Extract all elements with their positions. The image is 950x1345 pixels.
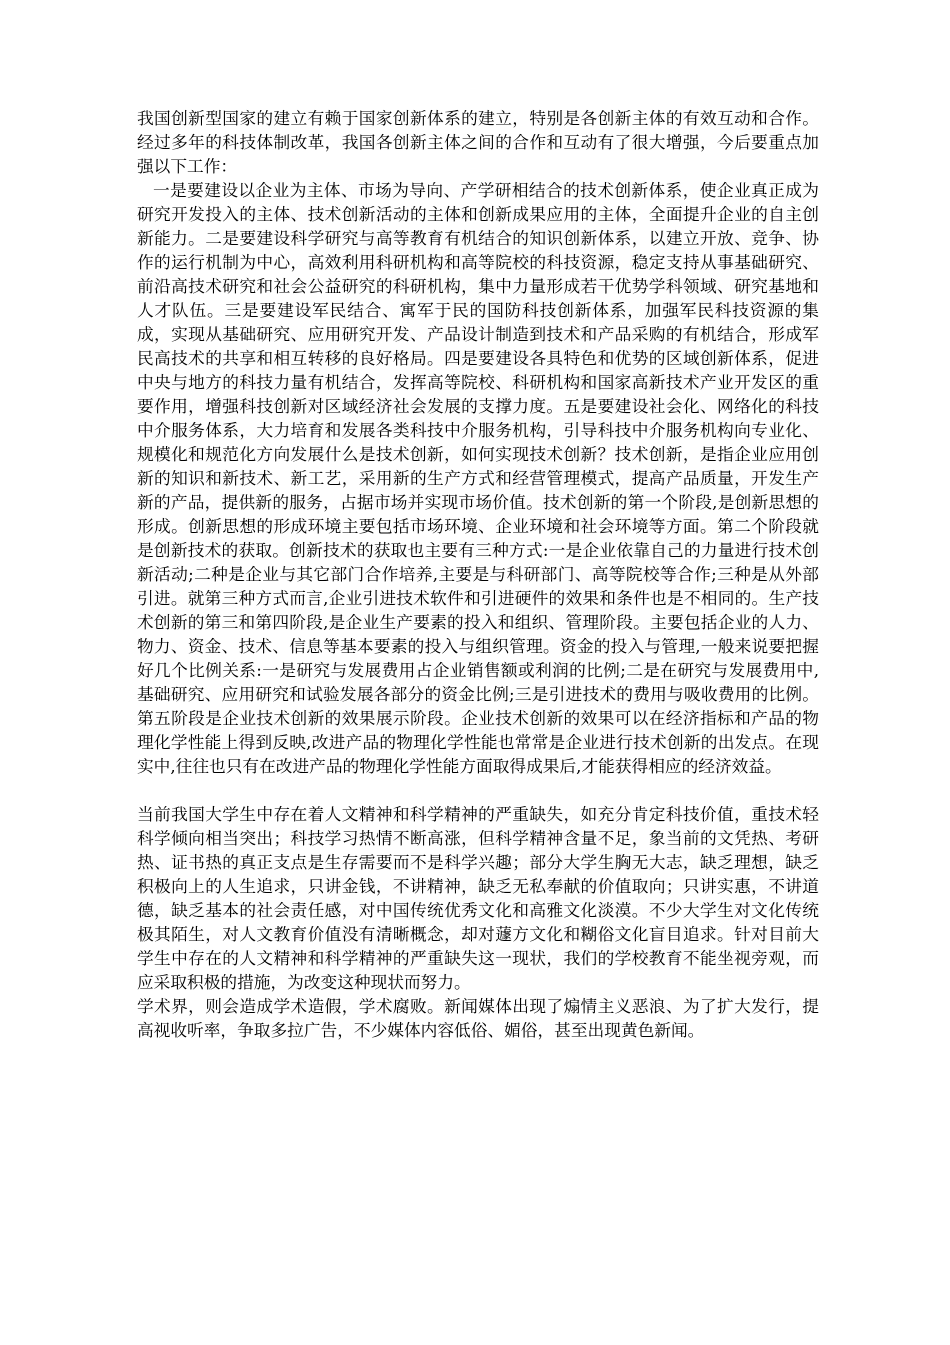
paragraph-spacer bbox=[137, 778, 819, 802]
paragraph-innovation-system: 一是要建设以企业为主体、市场为导向、产学研相结合的技术创新体系，使企业真正成为研究开发投入的主体、技术创新活动的主体和创新成果应用的主体，全面提升企业的自主创新能力。二是要建设科学研究与高等教育有机结合的知识创新体系，以建立开放、竞争、协作的运行机制为中心，高效利用科研机构和高等院校的科技资源，稳定支持从事基础研究、前沿高技术研究和社会公益研究的科研机构，集中力量形成若干优势学科领域、研究基地和人才队伍。三是要建设军民结合、寓军于民的国防科技创新体系，加强军民科技资源的集成，实现从基础研究、应用研究开发、产品设计制造到技术和产品采购的有机结合，形成军民高技术的共享和相互转移的良好格局。四是要建设各具特色和优势的区域创新体系，促进中央与地方的科技力量有机结合，发挥高等院校、科研机构和国家高新技术产业开发区的重要作用，增强科技创新对区域经济社会发展的支撑力度。五是要建设社会化、网络化的科技中介服务体系，大力培育和发展各类科技中介服务机构，引导科技中介服务机构向专业化、规模化和规范化方向发展什么是技术创新，如何实现技术创新？技术创新，是指企业应用创新的知识和新技术、新工艺，采用新的生产方式和经营管理模式，提高产品质量，开发生产新的产品，提供新的服务，占据市场并实现市场价值。技术创新的第一个阶段,是创新思想的形成。创新思想的形成环境主要包括市场环境、企业环境和社会环境等方面。第二个阶段就是创新技术的获取。创新技术的获取也主要有三种方式:一是企业依靠自己的力量进行技术创新活动;二种是企业与其它部门合作培养,主要是与科研部门、高等院校等合作;三种是从外部引进。就第三种方式而言,企业引进技术软件和引进硬件的效果和条件也是不相同的。生产技术创新的第三和第四阶段,是企业生产要素的投入和组织、管理阶段。主要包括企业的人力、物力、资金、技术、信息等基本要素的投入与组织管理。资金的投入与管理,一般来说要把握好几个比例关系:一是研究与发展费用占企业销售额或利润的比例;二是在研究与发展费用中,基础研究、应用研究和试验发展各部分的资金比例;三是引进技术的费用与吸收费用的比例。第五阶段是企业技术创新的效果展示阶段。企业技术创新的效果可以在经济指标和产品的物理化学性能上得到反映,改进产品的物理化学性能也常常是企业进行技术创新的出发点。在现实中,往往也只有在改进产品的物理化学性能方面取得成果后,才能获得相应的经济效益。 bbox=[137, 180, 819, 776]
paragraph-university-students: 当前我国大学生中存在着人文精神和科学精神的严重缺失，如充分肯定科技价值，重技术轻科学倾向相当突出；科技学习热情不断高涨，但科学精神含量不足，象当前的文凭热、考研热、证书热的真正支点是生存需要而不是科学兴趣；部分大学生胸无大志，缺乏理想，缺乏积极向上的人生追求，只讲金钱，不讲精神，缺乏无私奉献的价值取向；只讲实惠，不讲道德，缺乏基本的社会责任感，对中国传统优秀文化和高雅文化淡漠。不少大学生对文化传统极其陌生，对人文教育价值没有清晰概念，却对蘧方文化和糊俗文化盲目追求。针对目前大学生中存在的人文精神和科学精神的严重缺失这一现状，我们的学校教育不能坐视旁观，而应采取积极的措施，为改变这种现状而努力。 bbox=[137, 804, 819, 992]
paragraph-intro: 我国创新型国家的建立有赖于国家创新体系的建立，特别是各创新主体的有效互动和合作。经过多年的科技体制改革，我国各创新主体之间的合作和互动有了很大增强，今后要重点加强以下工作： bbox=[137, 108, 819, 176]
paragraph-academic-media: 学术界，则会造成学术造假，学术腐败。新闻媒体出现了煽情主义恶浪、为了扩大发行，提高视收听率，争取多拉广告，不少媒体内容低俗、媚俗，甚至出现黄色新闻。 bbox=[137, 996, 819, 1040]
document-body bbox=[137, 106, 819, 1042]
